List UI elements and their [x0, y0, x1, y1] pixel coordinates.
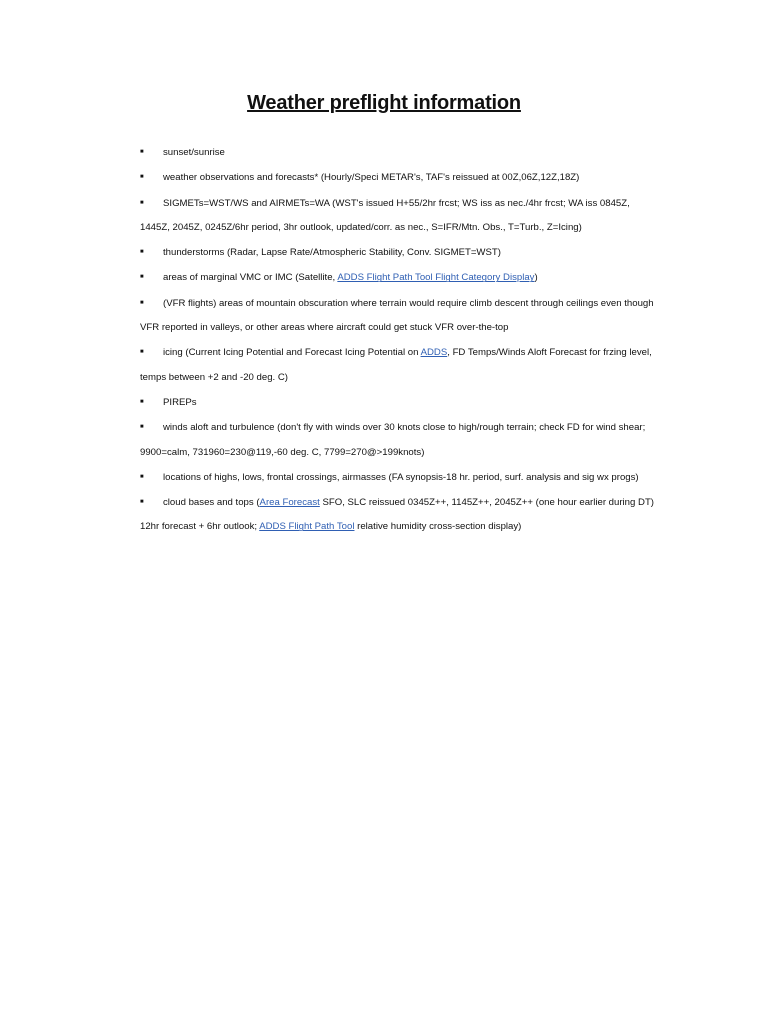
- list-item-text: ): [534, 272, 538, 284]
- list-item-text: , FD Temps/Winds Aloft Forecast for frzing level, temps between +2 and -20 deg. C): [140, 347, 652, 383]
- page-title: Weather preflight information: [247, 92, 521, 114]
- list-item-text: weather observations and forecasts* (Hourly/Speci METAR's, TAF's reissued at 00Z,06Z,12Z,18Z): [163, 172, 580, 184]
- bullet-icon: [140, 415, 163, 439]
- list-item: [140, 390, 660, 415]
- list-item-text: PIREPs: [163, 396, 197, 408]
- list-item-text: thunderstorms (Radar, Lapse Rate/Atmospheric Stability, Conv. SIGMET=WST): [163, 247, 501, 259]
- list-item: [140, 340, 660, 390]
- list-item-text: (VFR flights) areas of mountain obscuration where terrain would require climb descent through ceilings even though VFR reported in valleys, or other areas where aircraft could get stuck VFR over-the-top: [140, 297, 654, 334]
- bullet-icon: [140, 390, 163, 414]
- adds-link[interactable]: ADDS: [420, 347, 448, 359]
- adds-flight-category-link[interactable]: ADDS Flight Path Tool Flight Category Display: [337, 272, 535, 284]
- bullet-icon: [140, 265, 163, 289]
- list-item-text: relative humidity cross-section display): [354, 521, 522, 533]
- list-item: [140, 240, 660, 265]
- bullet-list: [140, 140, 660, 540]
- list-item: [140, 165, 660, 190]
- bullet-icon: [140, 240, 163, 264]
- list-item-text: locations of highs, lows, frontal crossings, airmasses (FA synopsis-18 hr. period, surf. analysis and sig wx progs): [163, 471, 639, 483]
- bullet-icon: [140, 340, 163, 364]
- bullet-icon: [140, 165, 163, 189]
- bullet-icon: [140, 191, 163, 215]
- list-item: [140, 265, 660, 290]
- bullet-icon: [140, 490, 163, 514]
- list-item: [140, 291, 660, 341]
- list-item: [140, 191, 660, 241]
- list-item: [140, 465, 660, 490]
- bullet-icon: [140, 291, 163, 315]
- bullet-icon: [140, 465, 163, 489]
- list-item-text: winds aloft and turbulence (don't fly with winds over 30 knots close to high/rough terrain; check FD for wind shear; 9900=calm, 731960=230@119,-60 deg. C, 7799=270@>199knots): [140, 422, 646, 458]
- list-item: [140, 140, 660, 165]
- list-item: [140, 415, 660, 465]
- list-item-text: cloud bases and tops (: [163, 497, 260, 509]
- bullet-icon: [140, 140, 163, 164]
- list-item-text: icing (Current Icing Potential and Forecast Icing Potential on: [163, 347, 421, 359]
- list-item: [140, 490, 660, 540]
- list-item-text: SIGMETs=WST/WS and AIRMETs=WA (WST's issued H+55/2hr frcst; WS iss as nec./4hr frcst; WA iss 0845Z, 1445Z, 2045Z, 0245Z/6hr period, 3hr outlook, updated/corr. as nec., S=IFR/Mtn. Obs., T=Turb., Z=Icing): [140, 197, 630, 233]
- list-item-text: SFO, SLC reissued 0345Z++, 1145Z++, 2045Z++ (one hour earlier during DT) 12hr forecast + 6hr outlook;: [140, 497, 655, 533]
- adds-flight-path-tool-link[interactable]: ADDS Flight Path Tool: [259, 521, 355, 533]
- list-item-text: areas of marginal VMC or IMC (Satellite,: [163, 272, 338, 284]
- list-item-text: sunset/sunrise: [163, 147, 225, 158]
- area-forecast-link[interactable]: Area Forecast: [259, 497, 320, 509]
